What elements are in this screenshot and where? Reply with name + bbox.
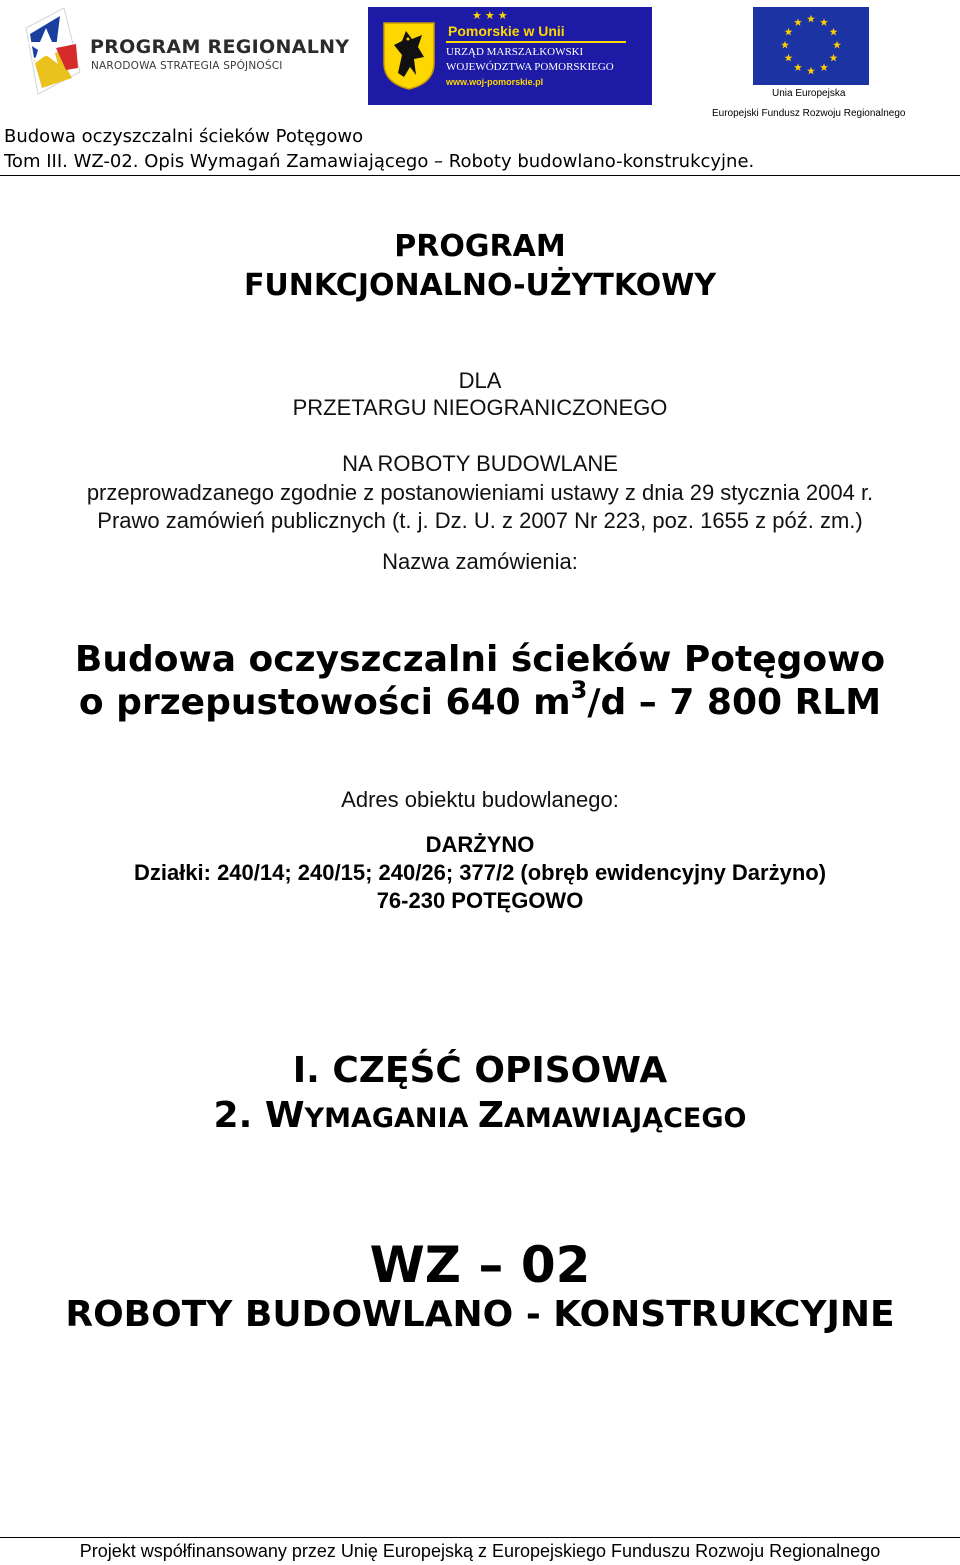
- pomorskie-office-line1: URZĄD MARSZAŁKOWSKI: [446, 46, 584, 58]
- eu-star: [784, 28, 792, 36]
- eu-caption: Unia Europejska: [772, 88, 846, 99]
- header-volume-info: Tom III. WZ-02. Opis Wymagań Zamawiającego – Roboty budowlano-konstrukcyjne.: [4, 151, 755, 172]
- address-label: Adres obiektu budowlanego:: [341, 787, 619, 812]
- eu-star: [820, 18, 828, 26]
- capacity-exponent: 3: [570, 676, 588, 704]
- project-capacity: [0, 676, 960, 723]
- eu-flag-logo: [753, 7, 869, 85]
- address-plots: Działki: 240/14; 240/15; 240/26; 377/2 (obręb ewidencyjny Darżyno): [133, 860, 827, 885]
- capacity-suffix: /d – 7 800 RLM: [587, 682, 882, 723]
- eu-star: [781, 41, 789, 49]
- eu-star: [807, 15, 815, 23]
- program-regionalny-emblem-icon: [16, 8, 86, 96]
- requirements-z-rest: AMAWIAJĄCEGO: [503, 1103, 747, 1134]
- header-divider: [0, 175, 960, 176]
- eu-star: [807, 67, 815, 75]
- erdf-caption: Europejski Fundusz Rozwoju Regionalnego: [712, 108, 906, 119]
- pomorskie-url: www.woj-pomorskie.pl: [446, 77, 544, 87]
- volume-code: WZ – 02: [369, 1236, 591, 1294]
- footer-cofinancing-note: Projekt współfinansowany przez Unię Europejską z Europejskiego Funduszu Rozwoju Regionalnego: [79, 1541, 881, 1561]
- intro-law-reference: Prawo zamówień publicznych (t. j. Dz. U. z 2007 Nr 223, poz. 1655 z póź. zm.): [97, 508, 863, 533]
- griffin-crest-icon: [380, 19, 438, 91]
- eu-stars-icon: [753, 7, 869, 85]
- requirements-z-initial: Z: [477, 1095, 504, 1136]
- eu-star: [794, 63, 802, 71]
- pomorskie-office-line2: WOJEWÓDZTWA POMORSKIEGO: [446, 61, 614, 73]
- header-project-name: Budowa oczyszczalni ścieków Potęgowo: [4, 126, 364, 147]
- pomorskie-office: [446, 45, 614, 75]
- document-title-line2: FUNKCJONALNO-UŻYTKOWY: [243, 268, 717, 303]
- intro-tender-type: PRZETARGU NIEOGRANICZONEGO: [292, 395, 668, 420]
- intro-dla: DLA: [458, 368, 502, 393]
- eu-star: [784, 54, 792, 62]
- eu-star: [833, 41, 841, 49]
- address-place: DARŻYNO: [425, 832, 535, 857]
- requirements-number: 2.: [213, 1095, 265, 1136]
- pomorskie-title: Pomorskie w Unii: [448, 23, 565, 39]
- intro-legal-basis: przeprowadzanego zgodnie z postanowieniami ustawy z dnia 29 stycznia 2004 r.: [86, 480, 874, 505]
- order-name-label: Nazwa zamówienia:: [382, 549, 578, 574]
- capacity-prefix: o przepustowości 640 m: [78, 682, 571, 723]
- program-regionalny-title: PROGRAM REGIONALNY: [90, 36, 350, 58]
- pomorskie-logo: [368, 7, 652, 105]
- requirements-heading: [0, 1095, 960, 1136]
- requirements-w-initial: W: [264, 1095, 305, 1136]
- footer-divider: [0, 1537, 960, 1538]
- program-regionalny-subtitle: NARODOWA STRATEGIA SPÓJNOŚCI: [91, 60, 283, 72]
- address-postal: 76-230 POTĘGOWO: [376, 888, 584, 913]
- eu-star: [830, 28, 838, 36]
- requirements-w-rest: YMAGANIA: [304, 1103, 478, 1134]
- program-regionalny-logo: [16, 6, 350, 98]
- pomorskie-divider: [446, 41, 626, 43]
- document-title-line1: PROGRAM: [394, 229, 566, 264]
- part-heading: I. CZĘŚĆ OPISOWA: [292, 1050, 668, 1091]
- project-name: Budowa oczyszczalni ścieków Potęgowo: [74, 639, 886, 680]
- eu-star: [820, 63, 828, 71]
- volume-name: ROBOTY BUDOWLANO - KONSTRUKCYJNE: [65, 1294, 895, 1335]
- eu-star: [794, 18, 802, 26]
- intro-works-type: NA ROBOTY BUDOWLANE: [342, 451, 618, 476]
- yellow-stars-icon: ★★★: [472, 10, 511, 22]
- eu-star: [830, 54, 838, 62]
